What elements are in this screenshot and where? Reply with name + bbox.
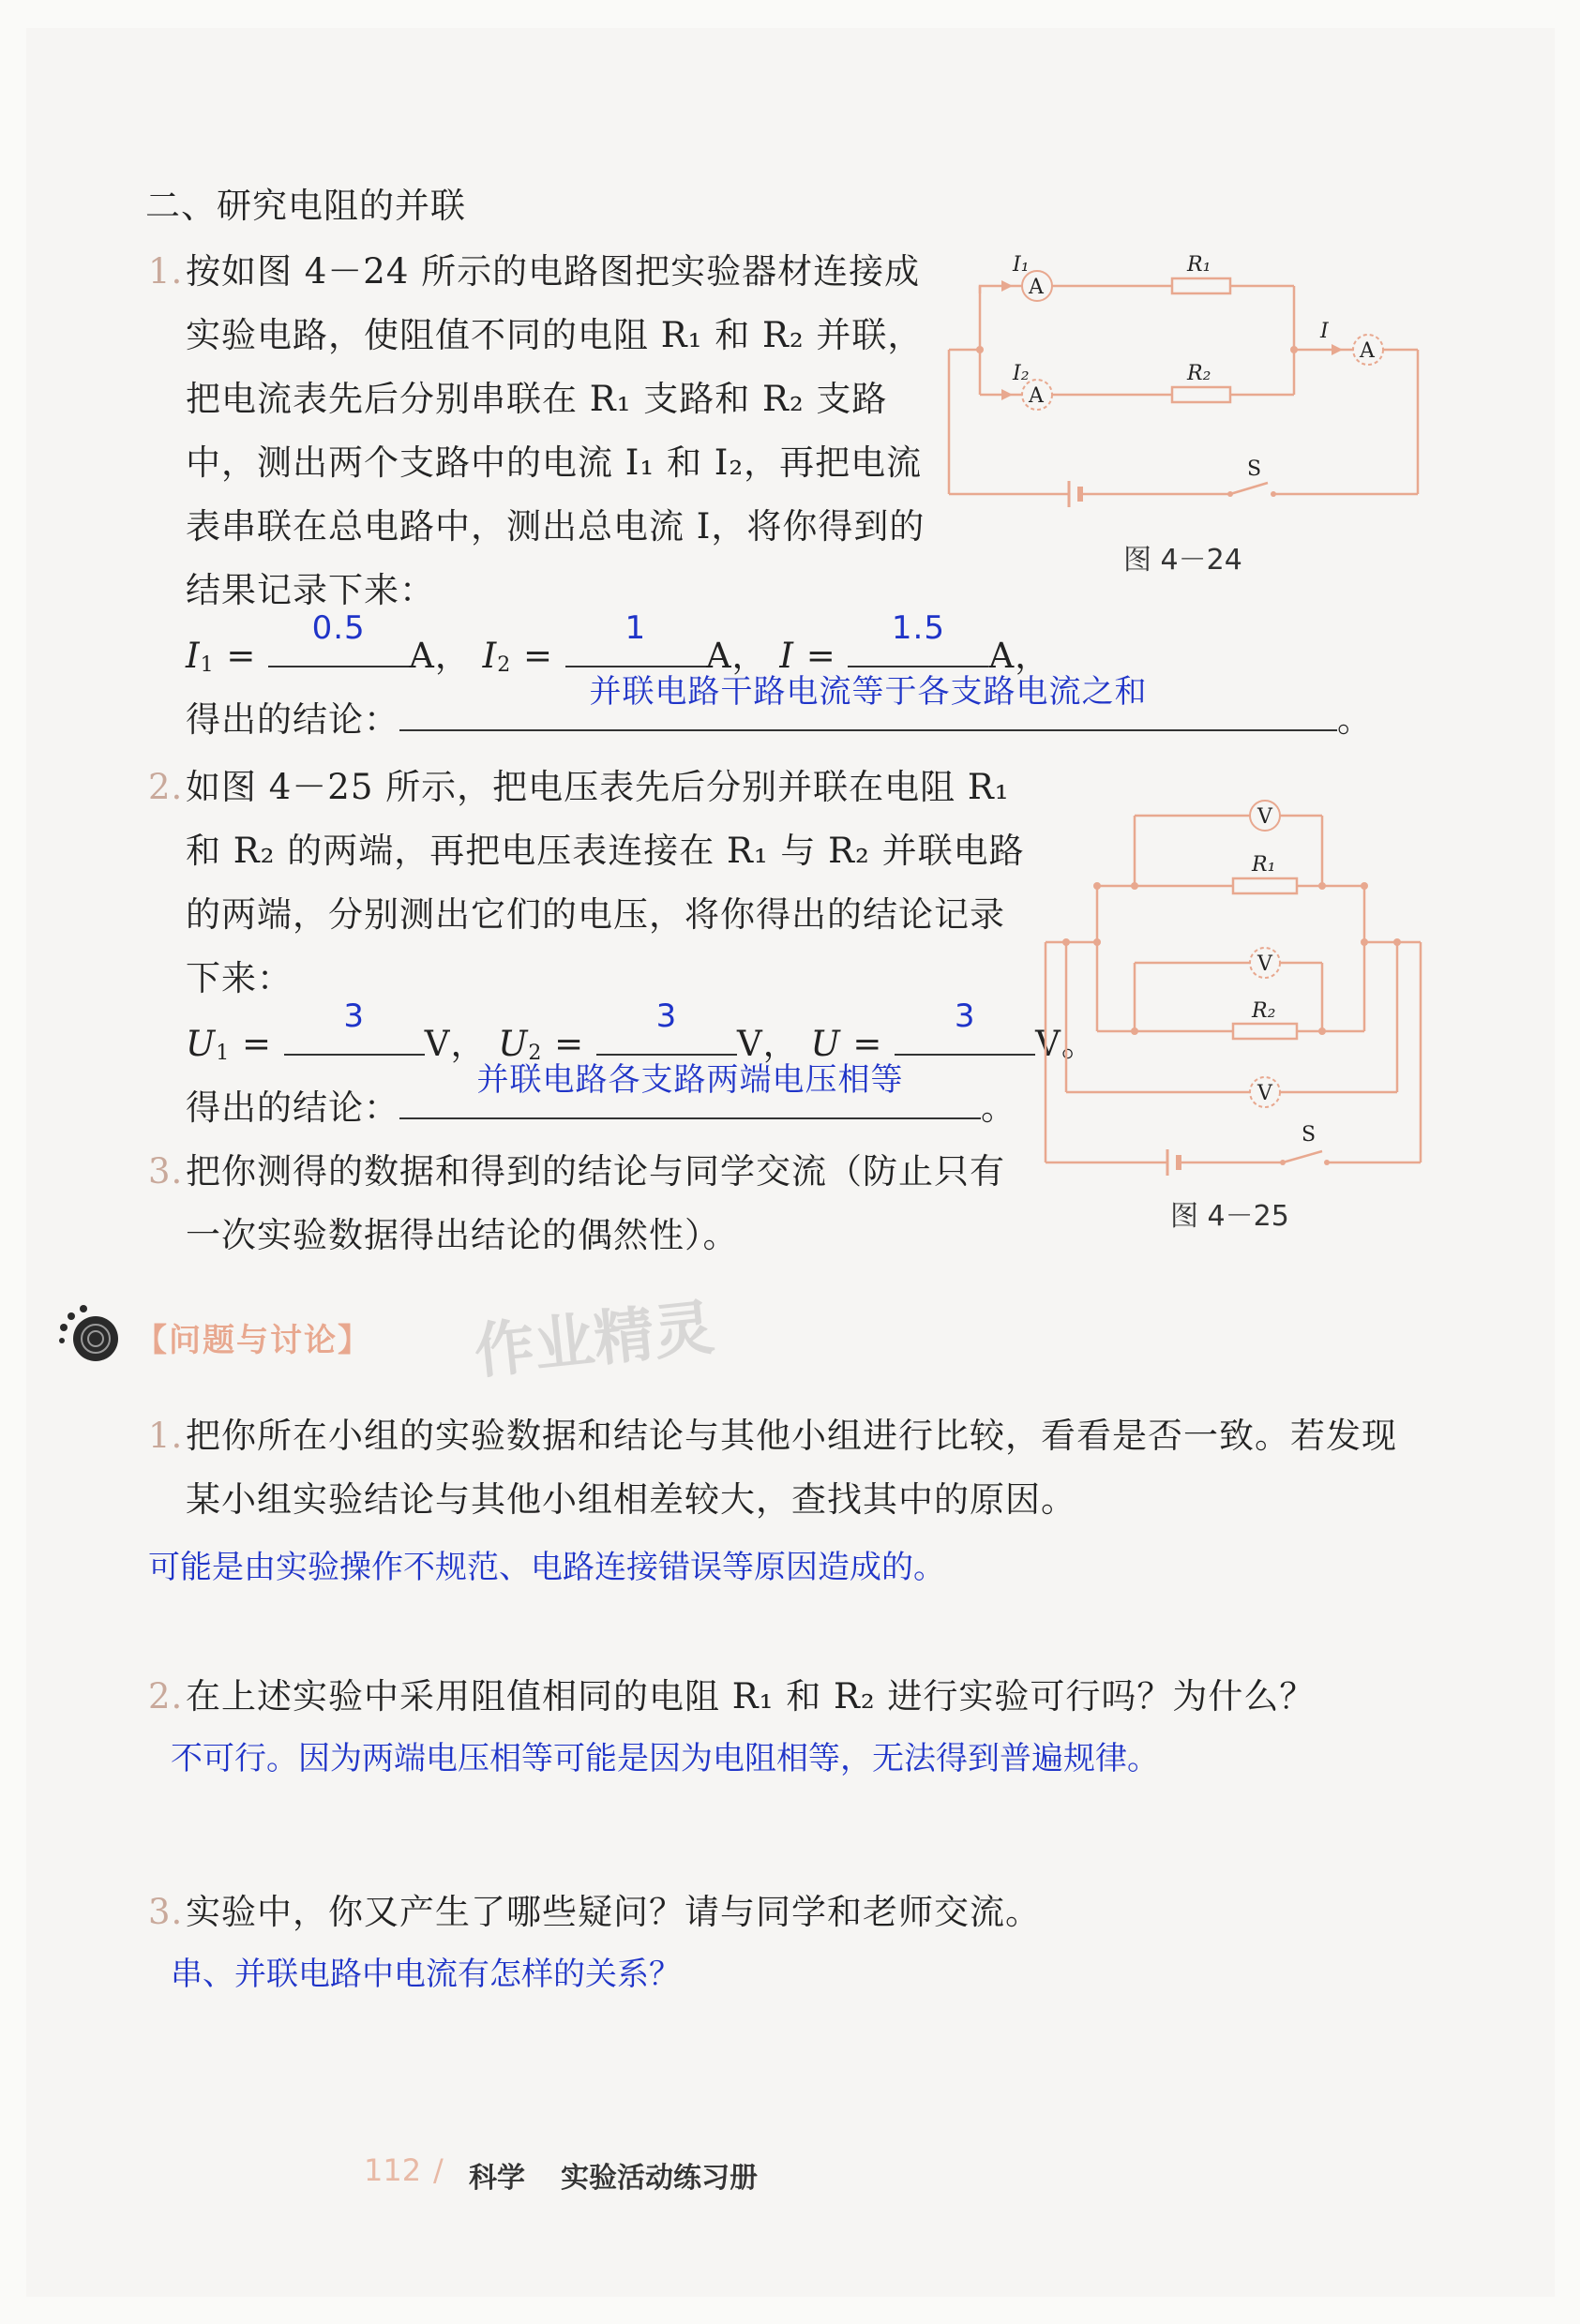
fig1-i1-label: I₁ <box>1013 253 1030 277</box>
i1-unit: A <box>409 636 435 676</box>
fig1-r1-label: R₁ <box>1187 253 1211 277</box>
item3-line-1: 把你测得的数据和得到的结论与同学交流（防止只有 <box>186 1151 1005 1192</box>
watermark: 作业精灵 <box>471 1293 717 1388</box>
u-equals: = <box>840 1024 895 1064</box>
discussion-label: 【问题与讨论】 <box>135 1322 371 1359</box>
u1-unit: V <box>424 1024 451 1064</box>
i-unit: A <box>988 636 1016 676</box>
voltage-results-row: U1 = 3 V， U2 = 3 V， U = 3 V。 <box>186 1012 1097 1086</box>
u-symbol: U <box>810 1024 841 1064</box>
footer-book-title: 实验活动练习册 <box>561 2162 758 2195</box>
i1-subscript: 1 <box>200 653 215 677</box>
ammeter-a2-label: A <box>1029 384 1044 408</box>
u1-equals: = <box>230 1024 284 1064</box>
item1-conclusion-label: 得出的结论： <box>186 699 399 740</box>
footer-divider: / <box>433 2152 444 2188</box>
item2-line-4: 下来： <box>186 958 293 998</box>
i2-symbol: I <box>482 636 498 676</box>
item2-conclusion-end: 。 <box>981 1087 1016 1128</box>
item1-number: 1. <box>148 251 184 292</box>
section-title: 二、研究电阻的并联 <box>145 186 466 226</box>
fig2-switch-label: S <box>1302 1123 1317 1147</box>
u2-symbol: U <box>498 1024 529 1064</box>
footer-subject: 科学 <box>469 2162 525 2195</box>
item3-line-2: 一次实验数据得出结论的偶然性）。 <box>186 1215 739 1255</box>
voltmeter-v-label: V <box>1257 1082 1272 1105</box>
item2-conclusion-row <box>186 1061 1016 1140</box>
q1-number: 1. <box>148 1416 184 1456</box>
u1-symbol: U <box>186 1024 217 1064</box>
fig1-i2-label: I₂ <box>1013 362 1030 385</box>
item1-line-3: 把电流表先后分别串联在 R₁ 支路和 R₂ 支路 <box>186 379 888 419</box>
figure-4-24-caption: 图 4－24 <box>1123 544 1242 577</box>
q2-answer: 不可行。因为两端电压相等可能是因为电阻相等，无法得到普遍规律。 <box>171 1740 1159 1777</box>
i-equals: = <box>793 636 849 676</box>
q1-line-2: 某小组实验结论与其他小组相差较大，查找其中的原因。 <box>186 1479 1076 1520</box>
u2-value: 3 <box>655 997 678 1035</box>
q1-answer: 可能是由实验操作不规范、电路连接错误等原因造成的。 <box>148 1549 945 1586</box>
q2-text: 在上述实验中采用阻值相同的电阻 R₁ 和 R₂ 进行实验可行吗？为什么？ <box>186 1676 1316 1717</box>
i1-blank <box>268 609 409 667</box>
u2-subscript: 2 <box>528 1042 543 1065</box>
u2-equals: = <box>542 1024 596 1064</box>
i1-symbol: I <box>186 636 201 676</box>
q3-text: 实验中，你又产生了哪些疑问？请与同学和老师交流。 <box>186 1892 1041 1932</box>
u2-unit: V <box>736 1024 763 1064</box>
i2-value: 1 <box>624 609 647 647</box>
current-results-row: I1 = 0.5 A， I2 = 1 A， I = 1.5 A， <box>186 624 1050 697</box>
voltmeter-v2-label: V <box>1257 952 1272 976</box>
item2-line-3: 的两端，分别测出它们的电压，将你得出的结论记录 <box>186 894 1005 935</box>
item1-line-4: 中，测出两个支路中的电流 I₁ 和 I₂，再把电流 <box>186 442 923 483</box>
item3-number: 3. <box>148 1151 184 1192</box>
i2-subscript: 2 <box>497 653 512 677</box>
q3-answer: 串、并联电路中电流有怎样的关系？ <box>171 1956 681 1993</box>
item2-number: 2. <box>148 767 184 807</box>
circuit-diagram-4-24 <box>938 248 1444 530</box>
circuit-diagram-4-25 <box>1041 792 1435 1186</box>
q1-line-1: 把你所在小组的实验数据和结论与其他小组进行比较，看看是否一致。若发现 <box>186 1416 1397 1456</box>
u1-subscript: 1 <box>216 1042 231 1065</box>
i2-unit: A <box>705 636 732 676</box>
fig1-i-label: I <box>1320 320 1329 343</box>
i-value: 1.5 <box>891 609 945 647</box>
item2-line-1: 如图 4－25 所示，把电压表先后分别并联在电阻 R₁ <box>186 767 1010 807</box>
fig2-r1-label: R₁ <box>1252 853 1276 877</box>
item1-line-5: 表串联在总电路中，测出总电流 I，将你得到的 <box>186 506 925 547</box>
i-symbol: I <box>779 636 794 676</box>
item2-conclusion-label: 得出的结论： <box>186 1087 399 1128</box>
item1-conclusion-row <box>186 673 1373 752</box>
fig1-r2-label: R₂ <box>1187 362 1211 385</box>
item1-conclusion-end: 。 <box>1337 699 1373 740</box>
item1-line-1: 按如图 4－24 所示的电路图把实验器材连接成 <box>186 251 921 292</box>
ammeter-a-label: A <box>1360 339 1375 363</box>
u-value: 3 <box>954 997 976 1035</box>
i1-value: 0.5 <box>311 609 366 647</box>
item2-line-2: 和 R₂ 的两端，再把电压表连接在 R₁ 与 R₂ 并联电路 <box>186 831 1025 871</box>
i1-equals: = <box>214 636 269 676</box>
item1-line-2: 实验电路，使阻值不同的电阻 R₁ 和 R₂ 并联， <box>186 315 924 355</box>
item1-line-6: 结果记录下来： <box>186 570 435 610</box>
fig2-r2-label: R₂ <box>1252 999 1276 1023</box>
q3-number: 3. <box>148 1892 184 1932</box>
q2-number: 2. <box>148 1676 184 1717</box>
voltmeter-v1-label: V <box>1257 805 1272 829</box>
ammeter-a1-label: A <box>1029 276 1044 299</box>
figure-4-25-caption: 图 4－25 <box>1170 1200 1289 1233</box>
i2-equals: = <box>511 636 565 676</box>
item1-conclusion: 并联电路干路电流等于各支路电流之和 <box>589 673 1148 711</box>
u-unit: V <box>1035 1024 1061 1064</box>
page-number: 112 <box>364 2152 422 2188</box>
fig1-switch-label: S <box>1247 457 1262 481</box>
item2-conclusion: 并联电路各支路两端电压相等 <box>476 1061 904 1099</box>
discussion-icon <box>54 1303 133 1369</box>
item1-conclusion-blank <box>399 673 1337 731</box>
u1-value: 3 <box>343 997 366 1035</box>
item2-conclusion-blank <box>399 1061 981 1119</box>
